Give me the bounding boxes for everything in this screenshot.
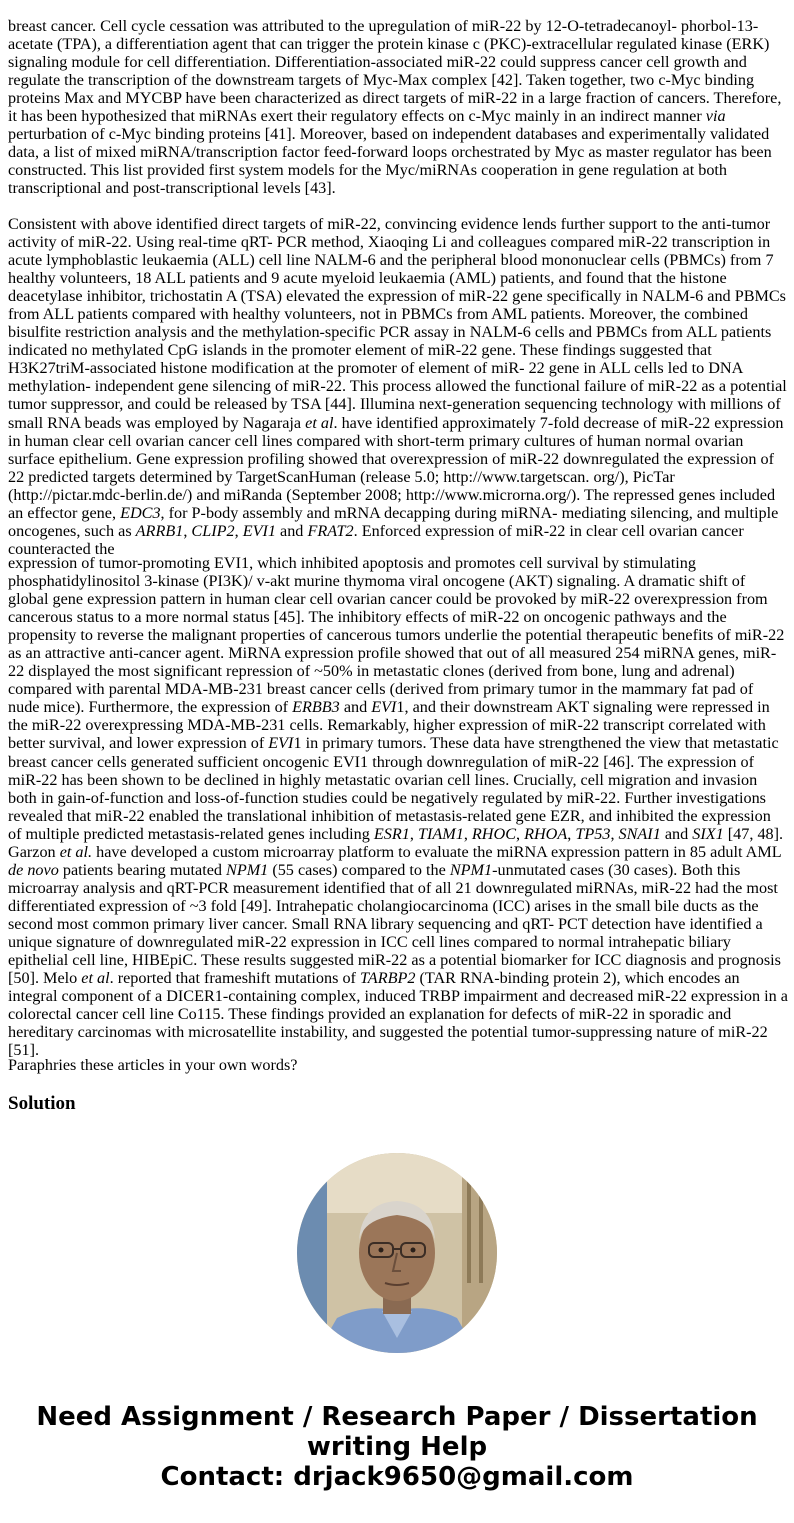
text-run: 1 in primary tumors. These data have strengthened the view that metastatic breast cancer cells generated sufficient oncogenic EVI1 through downregulation of miR-22 [46]. The expression of miR-22 has been shown to be declined in highly metastatic ovarian cell lines. Crucially, cell migration and invasion both in gain-of-function and loss-of-function studies could be negatively regulated by miR-22. Further investigations revealed that miR-22 enabled the translational inhibition of metastasis-related gene EZR, and inhibited the expression of multiple predicted metastasis-related genes including (8, 734, 779, 843)
italic-term: ERBB3 (292, 698, 340, 717)
text-run: , (463, 824, 472, 843)
text-run: and (275, 521, 308, 540)
text-run: , (567, 824, 576, 843)
question-text: Paraphries these articles in your own words? (8, 1056, 298, 1074)
italic-term: TARBP2 (360, 969, 416, 988)
text-run: have developed a custom microarray platform to evaluate the miRNA expression pattern in 85 adult AML (92, 842, 782, 861)
italic-term: SNAI1 (618, 824, 661, 843)
footer-line-1: Need Assignment / Research Paper / Dissertation (36, 1402, 758, 1432)
italic-term: SIX1 (692, 824, 724, 843)
text-run: , (183, 521, 192, 540)
footer-contact-line: Contact: drjack9650@gmail.com (160, 1462, 634, 1492)
text-run: and (660, 824, 693, 843)
italic-term: EVI (371, 698, 397, 717)
text-run: -unmutated cases (30 cases). Both this microarray analysis and qRT-PCR measurement identified that of all 21 downregulated miRNAs, miR-22 had the most differentiated expression of ~3 fold [49]. Intrahepatic cholangiocarcinoma (ICC) arises in the small bile ducts as the second most common primary liver cancer. Small RNA library sequencing and qRT- PCT detection have identified a unique signature of downregulated miR-22 expression in ICC cell lines compared to normal intrahepatic biliary epithelial cell line, HIBEpiC. These results suggested miR-22 as a potential biomarker for ICC diagnosis and prognosis [50]. Melo (8, 860, 781, 988)
text-run: patients bearing mutated (58, 860, 227, 879)
italic-term: EDC3 (120, 503, 161, 522)
text-run: , (409, 824, 418, 843)
text-run: [47, 48]. Garzon (8, 824, 784, 861)
italic-term: ARRB1 (135, 521, 184, 540)
italic-term: ESR1 (373, 824, 410, 843)
text-run: perturbation of c-Myc binding proteins [41]. Moreover, based on independent databases and experimentally validated data, a list of mixed miRNA/transcription factor feed-forward loops orchestrated by Myc as master regulator has been constructed. This list provided first system models for the Myc/miRNAs cooperation in gene regulation at both transcriptional and post-transcriptional levels [43]. (8, 125, 772, 198)
text-run: , (516, 824, 525, 843)
article-paragraph-3 (8, 554, 788, 1059)
text-run: . have identified approximately 7-fold decrease of miR-22 expression in human clear cell ovarian cancer cell lines compared with short-term primary cultures of human normal ovarian surface epithelium. Gene expression profiling showed that overexpression of miR-22 downregulated the expression of 22 predicted targets determined by TargetScanHuman (release 5.0; http://www.targetscan. org/), PicTar (http://pictar.mdc-berlin.de/) and miRanda (September 2008; http://www.microrna.org/). The repressed genes included an effector gene, (8, 413, 784, 522)
italic-term: EVI (268, 734, 294, 753)
italic-term: NPM1 (449, 860, 493, 879)
text-run: Consistent with above identified direct targets of miR-22, convincing evidence lends further support to the anti-tumor activity of miR-22. Using real-time qRT- PCR method, Xiaoqing Li and colleagues compared miR-22 transcription in acute lymphoblastic leukaemia (ALL) cell line NALM-6 and the peripheral blood mononuclear cells (PBMCs) from 7 healthy volunteers, 18 ALL patients and 9 acute myeloid leukaemia (AML) patients, and found that the histone deacetylase inhibitor, trichostatin A (TSA) elevated the expression of miR-22 gene specifically in NALM-6 and PBMCs from ALL patients compared with healthy volunteers, not in PBMCs from AML patients. Moreover, the combined bisulfite restriction analysis and the methylation-specific PCR assay in NALM-6 cells and PBMCs from ALL patients indicated no methylated CpG islands in the promoter element of miR-22 gene. These findings suggested that H3K27triM-associated histone modification at the promoter of element of miR- 22 gene in ALL cells led to DNA methylation- independent gene silencing of miR-22. This process allowed the functional failure of miR-22 as a potential tumor suppressor, and could be released by TSA [44]. Illumina next-generation sequencing technology with millions of small RNA beads was employed by Nagaraja (8, 215, 787, 432)
italic-term: et al (305, 413, 334, 432)
italic-term: et al (81, 969, 110, 988)
text-run: and (339, 698, 372, 717)
text-run: 1, and their downstream AKT signaling were repressed in the miR-22 overexpressing MDA-MB-231 cells. Remarkably, higher expression of miR-22 transcript correlated with better survival, and lower expression of (8, 698, 770, 753)
italic-term: RHOA (524, 824, 568, 843)
footer-line-2: writing Help (306, 1432, 488, 1462)
solution-heading: Solution (8, 1093, 76, 1114)
italic-term: et al. (59, 842, 93, 861)
person-portrait-icon (297, 1153, 497, 1353)
text-run: . reported that frameshift mutations of (109, 969, 360, 988)
text-run: , (610, 824, 619, 843)
italic-term: via (705, 107, 726, 126)
text-run: (55 cases) compared to the (268, 860, 450, 879)
italic-term: EVI1 (242, 521, 276, 540)
text-run: , for P-body assembly and mRNA decapping during miRNA- mediating silencing, and multiple oncogenes, such as (8, 503, 779, 540)
article-paragraph-1 (8, 17, 788, 197)
author-avatar (297, 1153, 497, 1353)
text-run: , (234, 521, 243, 540)
italic-term: NPM1 (226, 860, 269, 879)
italic-term: TP53 (575, 824, 611, 843)
italic-term: CLIP2 (191, 521, 235, 540)
text-run: . Enforced expression of miR-22 in clear cell ovarian cancer counteracted the (8, 521, 744, 558)
italic-term: FRAT2 (307, 521, 354, 540)
footer-call-to-action (0, 1402, 794, 1492)
italic-term: de novo (8, 860, 59, 879)
italic-term: RHOC (471, 824, 516, 843)
italic-term: TIAM1 (417, 824, 464, 843)
text-run: breast cancer. Cell cycle cessation was attributed to the upregulation of miR-22 by 12-O-tetradecanoyl- phorbol-13-acetate (TPA), a differentiation agent that can trigger the protein kinase c (PKC)-extracellular regulated kinase (ERK) signaling module for cell differentiation. Differentiation-associated miR-22 could suppress cancer cell growth and regulate the transcription of the downstream targets of Myc-Max complex [42]. Taken together, two c-Myc binding proteins Max and MYCBP have been characterized as direct targets of miR-22 in a large fraction of cancers. Therefore, it has been hypothesized that miRNAs exert their regulatory effects on c-Myc mainly in an indirect manner (8, 17, 782, 126)
text-run: expression of tumor-promoting EVI1, which inhibited apoptosis and promotes cell survival by stimulating phosphatidylinositol 3-kinase (PI3K)/ v-akt murine thymoma viral oncogene (AKT) signaling. A dramatic shift of global gene expression pattern in human clear cell ovarian cancer could be provoked by miR-22 overexpression from cancerous status to a more normal status [45]. The inhibitory effects of miR-22 on oncogenic pathways and the propensity to reverse the malignant properties of cancerous tumors underlie the potential therapeutic benefits of miR-22 as an attractive anti-cancer agent. MiRNA expression profile showed that out of all measured 254 miRNA genes, miR-22 displayed the most significant repression of ~50% in metastatic clones (derived from bone, lung and adrenal) compared with parental MDA-MB-231 breast cancer cells (derived from primary tumor in the mammary fat pad of nude mice). Furthermore, the expression of (8, 554, 785, 717)
text-run: (TAR RNA-binding protein 2), which encodes an integral component of a DICER1-containing complex, induced TRBP impairment and decreased miR-22 expression in a colorectal cancer cell line Co115. These findings provided an explanation for defects of miR-22 in sporadic and hereditary carcinomas with microsatellite instability, and suggested the potential tumor-suppressing nature of miR-22 [51]. (8, 969, 788, 1060)
article-paragraph-2 (8, 215, 788, 558)
